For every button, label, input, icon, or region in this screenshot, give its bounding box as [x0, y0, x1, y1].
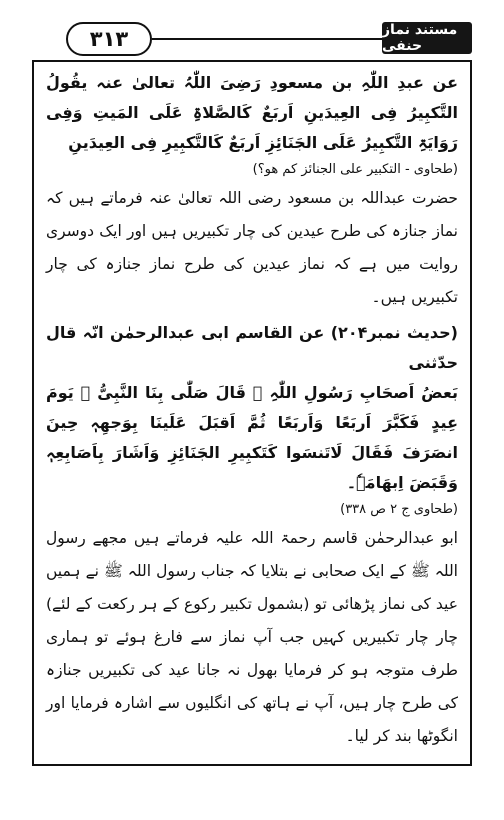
book-title: مستند نماز حنفی [382, 22, 472, 54]
hadith2-arabic-text: بَعضُ اَصحَابِ رَسُولِ اللّٰہِ ﷺ قَالَ صَلّٰی بِنَا النَّبِیُّ ﷺ یَومَ عِیدٍ فَکَبَّرَ اَربَعًا وَاَربَعًا ثُمَّ اَقبَلَ عَلَینَا بِوَجھِہٖ حِینَ انصَرَفَ فَقَالَ لَاتَنسَوا کَتَکبِیرِ الجَنَائِزِ وَاَشَارَ بِاَصَابِعِہٖ وَقَبَضَ اِبھَامَہٗ۔ [46, 383, 458, 492]
hadith1-reference: (طحاوی - التکبیر علی الجنائز کم ھو؟) [252, 162, 458, 177]
hadith1-urdu-translation: حضرت عبداللہ بن مسعود رضی اللہ تعالیٰ عنہ فرماتے ہیں کہ نماز جنازہ کی طرح عیدین کی چار تکبیریں ہیں اور ایک دوسری روایت میں ہے کہ نماز عیدین کی طرح نماز جنازہ کی چار تکبیریں ہیں۔ [46, 189, 458, 306]
page-number: ۳۱۳ [66, 22, 152, 56]
header-rule [152, 38, 382, 40]
hadith2-label: (حدیث نمبر۲۰۴) عن القاسم ابی عبدالرحمٰن انّہ قال حدّثنی [46, 323, 458, 372]
page-header [32, 22, 472, 60]
hadith1-arabic-text: عن عبدِ اللّٰہِ بن مسعودِ رَضِیَ اللّٰہُ تعالیٰ عنہ یقُولُ التَّکبِیرُ فِی العِیدَینِ اَربَعٌ کَالصَّلاۃِ عَلَی المَیتِ وَفِی رَوَایَۃِ التَّکبِیرُ عَلَی الجَنَائِزِ اَربَعٌ کَالتَّکبِیرِ فِی العِیدَینِ [46, 73, 458, 152]
hadith2-reference: (طحاوی ج ۲ ص ۳۳۸) [340, 502, 458, 517]
page-content-frame [32, 60, 472, 766]
hadith2-urdu-translation: ابو عبدالرحمٰن قاسم رحمۃ اللہ علیہ فرماتے ہیں مجھے رسول اللہ ﷺ کے ایک صحابی نے بتلایا کہ جناب رسول اللہ ﷺ نے ہمیں عید کی نماز پڑھائی تو (بشمول تکبیر رکوع کے ہر رکعت کے لئے) چار چار تکبیریں کہیں جب آپ نماز سے فارغ ہوئے تو ہماری طرف متوجہ ہو کر فرمایا بھول نہ جانا عید کی تکبیریں جنازہ کی طرح چار ہیں، آپ نے ہاتھ کی انگلیوں سے اشارہ فرمایا اور انگوٹھا بند کر لیا۔ [46, 529, 458, 745]
